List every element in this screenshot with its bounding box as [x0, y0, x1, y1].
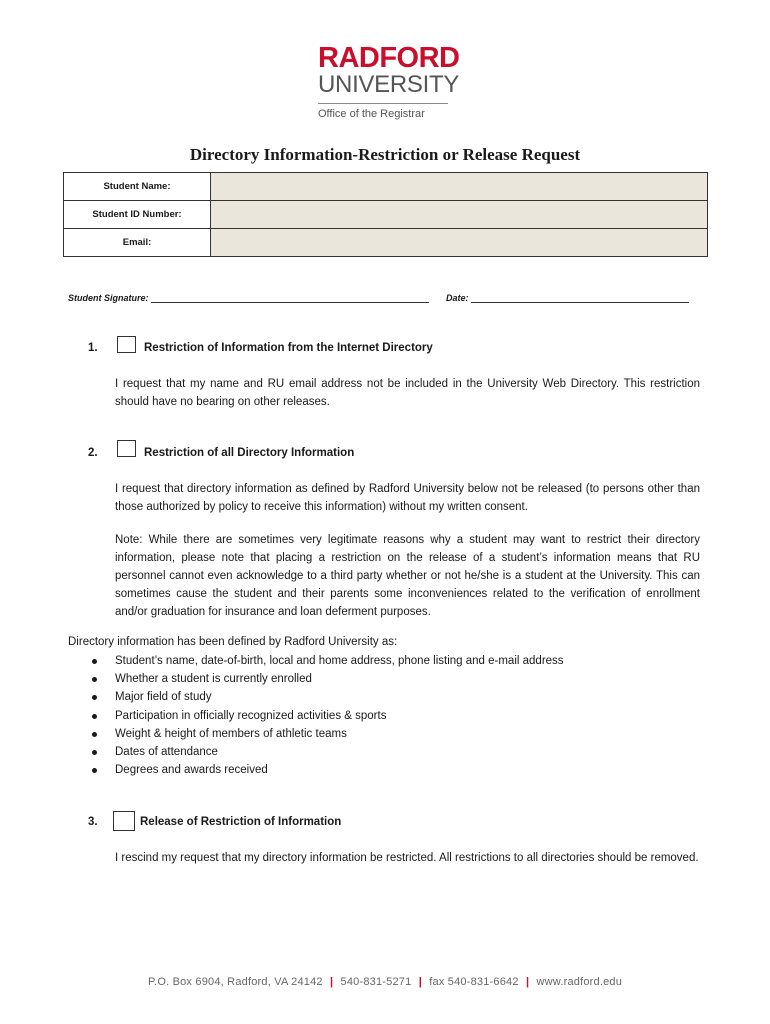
list-item: Student’s name, date-of-birth, local and home address, phone listing and e-mail address [68, 652, 564, 670]
footer-address: P.O. Box 6904, Radford, VA 24142 [147, 976, 323, 988]
list-item: Participation in officially recognized activities & sports [68, 707, 564, 725]
signature-label: Student Signature: [68, 293, 149, 303]
logo-university-text: UNIVERSITY [318, 71, 460, 98]
item-3-number: 3. [88, 816, 98, 828]
item-1-number: 1. [88, 342, 98, 354]
logo-divider [318, 103, 448, 104]
footer-contact [0, 976, 770, 988]
student-name-field[interactable] [211, 173, 708, 201]
date-label: Date: [446, 293, 469, 303]
item-2-note: Note: While there are sometimes very legitimate reasons why a student may want to restrict their directory information, please note that placing a restriction on the release of a student’s information means that RU personnel cannot even acknowledge to a third party whether or not he/she is a student at the University. This can sometimes cause the student and their parents some inconveniences related to the verification of enrollment and/or graduation for insurance and loan deferment purposes. [115, 534, 700, 618]
email-field[interactable] [211, 229, 708, 257]
email-label: Email: [64, 229, 211, 257]
logo-radford-text: RADFORD [318, 42, 460, 74]
student-info-table [63, 172, 708, 257]
student-id-label: Student ID Number: [64, 201, 211, 229]
item-3-paragraph: I rescind my request that my directory information be restricted. All restrictions to all directories should be removed. [115, 852, 699, 864]
document-title: Directory Information-Restriction or Release Request [189, 145, 581, 164]
table-row [64, 229, 708, 257]
footer-fax: fax 540-831-6642 [429, 976, 519, 988]
list-item: Weight & height of members of athletic teams [68, 725, 564, 743]
item-2-paragraph: I request that directory information as defined by Radford University below not be released (to persons other than those authorized by policy to receive this information) without my written consent. [115, 483, 700, 513]
date-field[interactable] [471, 292, 689, 303]
signature-field[interactable] [151, 292, 429, 303]
directory-definition-list [68, 652, 564, 779]
footer-separator: | [329, 976, 334, 988]
footer-separator: | [418, 976, 422, 988]
item-2-number: 2. [88, 447, 98, 459]
footer-phone: 540-831-5271 [340, 976, 412, 988]
radford-logo [318, 42, 460, 120]
list-item: Whether a student is currently enrolled [68, 670, 564, 688]
logo-office-subtitle: Office of the Registrar [318, 108, 425, 120]
student-name-label: Student Name: [64, 173, 211, 201]
list-item: Degrees and awards received [68, 761, 564, 779]
item-2-heading: Restriction of all Directory Information [144, 447, 355, 459]
footer-website-link[interactable]: www.radford.edu [536, 976, 623, 988]
item-1-heading: Restriction of Information from the Internet Directory [144, 342, 433, 354]
student-id-field[interactable] [211, 201, 708, 229]
item-3-checkbox[interactable] [113, 811, 135, 831]
directory-definition-intro: Directory information has been defined by Radford University as: [68, 636, 398, 648]
item-1-checkbox[interactable] [117, 336, 136, 353]
table-row [64, 201, 708, 229]
table-row [64, 173, 708, 201]
signature-line [68, 292, 689, 303]
item-1-paragraph: I request that my name and RU email address not be included in the University Web Directory. This restriction should have no bearing on other releases. [115, 378, 700, 408]
item-2-checkbox[interactable] [117, 440, 136, 457]
list-item: Dates of attendance [68, 743, 564, 761]
list-item: Major field of study [68, 688, 564, 706]
footer-separator: | [525, 976, 530, 988]
item-3-heading: Release of Restriction of Information [140, 816, 342, 828]
